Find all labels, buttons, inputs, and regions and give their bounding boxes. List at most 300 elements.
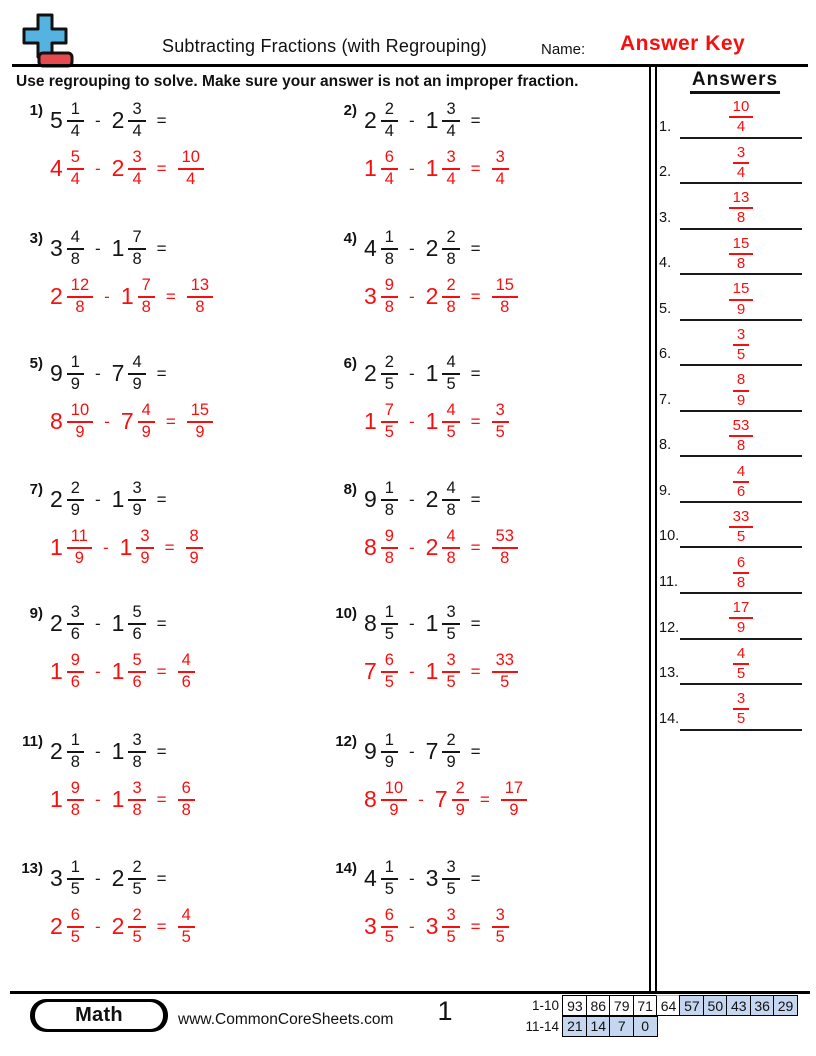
fraction-denominator: 5 xyxy=(492,671,518,692)
fraction-numerator: 3 xyxy=(495,905,505,924)
solution-equation xyxy=(364,525,518,570)
answer-row xyxy=(654,279,812,325)
mixed-number xyxy=(112,101,146,141)
mixed-number xyxy=(120,528,154,568)
mixed-number xyxy=(426,354,460,394)
answer-fraction xyxy=(729,99,754,135)
fraction-denominator: 8 xyxy=(733,572,749,591)
fraction-numerator: 4 xyxy=(446,526,456,545)
problem-block xyxy=(20,856,195,949)
mixed-number xyxy=(426,732,460,772)
whole-number: 8 xyxy=(364,534,377,560)
whole-number: 1 xyxy=(111,486,125,512)
answer-row xyxy=(654,416,812,462)
whole-number: 2 xyxy=(425,486,439,512)
whole-number: 1 xyxy=(119,534,133,560)
answer-number: 5. xyxy=(659,300,672,317)
answer-value xyxy=(680,509,802,545)
answer-fraction xyxy=(733,464,749,500)
minus-sign: - xyxy=(94,110,101,130)
minus-sign: - xyxy=(94,916,101,936)
fraction-numerator: 15 xyxy=(732,234,750,252)
header-divider xyxy=(12,64,808,67)
fraction-numerator: 6 xyxy=(384,650,394,669)
whole-number: 2 xyxy=(425,235,439,261)
answer-blank-line xyxy=(680,592,802,594)
fraction-numerator: 15 xyxy=(732,280,750,298)
whole-number: 1 xyxy=(425,408,439,434)
answer-number: 12. xyxy=(659,619,680,636)
fraction xyxy=(128,149,145,189)
fraction xyxy=(67,149,84,189)
answer-fraction xyxy=(733,145,749,181)
minus-sign: - xyxy=(408,661,415,681)
score-cell: 43 xyxy=(726,995,751,1016)
problem-equation xyxy=(50,856,195,901)
fraction xyxy=(138,402,155,442)
fraction-numerator: 3 xyxy=(132,478,142,497)
problem-lines xyxy=(50,226,213,319)
score-cell: 50 xyxy=(703,995,728,1016)
answer-value xyxy=(680,646,802,682)
answer-number: 9. xyxy=(659,482,672,499)
minus-sign: - xyxy=(408,110,415,130)
fraction-denominator: 8 xyxy=(381,296,398,317)
problem-equation xyxy=(50,98,204,143)
whole-number: 2 xyxy=(50,283,63,309)
answer-number: 7. xyxy=(659,391,672,408)
mixed-number xyxy=(435,780,469,820)
mixed-number xyxy=(112,732,146,772)
whole-number: 1 xyxy=(364,408,377,434)
problem-lines xyxy=(364,729,527,822)
equals-sign: = xyxy=(470,238,481,258)
mixed-number xyxy=(50,277,93,317)
answer-blank-line xyxy=(680,319,802,321)
answer-value xyxy=(680,327,802,363)
whole-number: 9 xyxy=(50,360,63,386)
fraction xyxy=(442,480,459,520)
whole-number: 7 xyxy=(425,738,439,764)
fraction-denominator: 8 xyxy=(442,296,459,317)
fraction xyxy=(128,859,145,899)
fraction-denominator: 5 xyxy=(381,671,398,692)
fraction xyxy=(67,780,84,820)
whole-number: 1 xyxy=(364,155,377,181)
fraction xyxy=(67,907,84,947)
math-badge xyxy=(30,999,168,1032)
fraction-numerator: 3 xyxy=(446,147,456,166)
problem-equation xyxy=(364,601,518,646)
problem-block xyxy=(20,601,195,694)
fraction-numerator: 3 xyxy=(132,147,142,166)
fraction xyxy=(381,402,398,442)
minus-sign: - xyxy=(94,661,101,681)
mixed-number xyxy=(50,480,84,520)
problem-number: 10) xyxy=(335,605,357,622)
whole-number: 2 xyxy=(111,107,125,133)
equals-sign: = xyxy=(165,286,176,306)
solution-equation xyxy=(364,399,509,444)
fraction-numerator: 3 xyxy=(736,690,746,708)
fraction-numerator: 4 xyxy=(181,650,191,669)
whole-number: 2 xyxy=(50,610,63,636)
fraction-denominator: 4 xyxy=(381,120,398,141)
fraction xyxy=(67,101,84,141)
fraction-numerator: 53 xyxy=(495,526,514,545)
answer-fraction xyxy=(733,372,749,408)
equals-sign: = xyxy=(470,363,481,383)
fraction-numerator: 7 xyxy=(384,400,394,419)
fraction xyxy=(442,907,459,947)
mixed-number xyxy=(426,229,460,269)
mixed-number xyxy=(112,604,146,644)
solution-equation xyxy=(50,777,195,822)
score-cell: 0 xyxy=(633,1016,658,1037)
score-row-1 xyxy=(524,995,798,1016)
mixed-number xyxy=(426,101,460,141)
fraction xyxy=(442,402,459,442)
answer-fraction xyxy=(729,600,754,636)
fraction-denominator: 4 xyxy=(729,116,754,135)
fraction-denominator: 4 xyxy=(492,168,509,189)
problem-block xyxy=(334,351,509,444)
fraction-numerator: 2 xyxy=(384,99,394,118)
answer-value xyxy=(680,145,802,181)
equals-sign: = xyxy=(470,537,481,557)
fraction-denominator: 9 xyxy=(67,373,84,394)
result-fraction xyxy=(492,528,518,568)
whole-number: 8 xyxy=(50,408,63,434)
equals-sign: = xyxy=(156,489,167,509)
whole-number: 1 xyxy=(425,360,439,386)
fraction-numerator: 53 xyxy=(732,417,750,434)
answer-number: 11. xyxy=(659,574,679,591)
problem-lines xyxy=(50,729,195,822)
problem-equation xyxy=(50,601,195,646)
fraction-denominator: 5 xyxy=(733,708,749,727)
fraction-denominator: 5 xyxy=(729,526,754,545)
problem-block xyxy=(334,729,527,822)
fraction-numerator: 3 xyxy=(495,400,505,419)
fraction-denominator: 8 xyxy=(67,296,93,317)
fraction-denominator: 5 xyxy=(381,373,398,394)
fraction-denominator: 8 xyxy=(138,296,155,317)
problem-equation xyxy=(364,477,518,522)
minus-sign: - xyxy=(94,741,101,761)
equals-sign: = xyxy=(470,158,481,178)
whole-number: 7 xyxy=(111,360,125,386)
fraction-numerator: 2 xyxy=(384,352,394,371)
equals-sign: = xyxy=(156,110,167,130)
fraction-denominator: 4 xyxy=(178,168,204,189)
fraction-numerator: 1 xyxy=(384,602,394,621)
fraction xyxy=(381,354,398,394)
fraction-denominator: 6 xyxy=(128,671,145,692)
fraction-numerator: 1 xyxy=(70,857,80,876)
fraction xyxy=(138,277,155,317)
answer-value xyxy=(680,418,802,454)
problem-equation xyxy=(50,351,213,396)
fraction xyxy=(381,480,398,520)
fraction-denominator: 5 xyxy=(442,878,459,899)
fraction xyxy=(452,780,469,820)
fraction-numerator: 1 xyxy=(384,478,394,497)
result-fraction xyxy=(187,402,213,442)
equals-sign: = xyxy=(479,789,490,809)
fraction-denominator: 8 xyxy=(67,248,84,269)
fraction-denominator: 9 xyxy=(67,421,93,442)
page-number: 1 xyxy=(437,996,453,1026)
fraction-numerator: 3 xyxy=(736,325,746,343)
fraction xyxy=(128,604,145,644)
fraction-denominator: 5 xyxy=(128,878,145,899)
fraction-denominator: 9 xyxy=(729,299,754,318)
result-fraction xyxy=(492,652,518,692)
fraction-numerator: 2 xyxy=(132,857,142,876)
problem-equation xyxy=(364,351,509,396)
fraction-denominator: 6 xyxy=(67,671,84,692)
problem-equation xyxy=(364,98,509,143)
fraction-numerator: 4 xyxy=(446,400,456,419)
mixed-number xyxy=(50,528,92,568)
fraction-denominator: 4 xyxy=(442,120,459,141)
score-cell: 79 xyxy=(609,995,634,1016)
whole-number: 1 xyxy=(111,738,125,764)
fraction-denominator: 5 xyxy=(128,926,145,947)
mixed-number xyxy=(50,402,93,442)
answer-number: 8. xyxy=(659,437,672,454)
answer-fraction xyxy=(729,418,754,454)
score-cell: 57 xyxy=(679,995,704,1016)
answer-fraction xyxy=(729,509,754,545)
fraction-numerator: 9 xyxy=(384,275,394,294)
fraction-denominator: 9 xyxy=(729,617,754,636)
whole-number: 1 xyxy=(120,283,134,309)
mixed-number xyxy=(50,652,84,692)
fraction-denominator: 4 xyxy=(442,168,459,189)
minus-sign: - xyxy=(104,411,110,431)
result-fraction xyxy=(178,149,204,189)
result-fraction xyxy=(501,780,527,820)
minus-sign: - xyxy=(418,789,424,809)
fraction-denominator: 5 xyxy=(442,421,459,442)
fraction-denominator: 5 xyxy=(492,926,509,947)
answer-number: 10. xyxy=(659,528,680,545)
answer-number: 14. xyxy=(659,710,680,727)
fraction-numerator: 4 xyxy=(70,227,80,246)
fraction xyxy=(67,402,93,442)
fraction-denominator: 8 xyxy=(442,547,459,568)
fraction xyxy=(136,528,153,568)
fraction-numerator: 17 xyxy=(732,599,750,617)
equals-sign: = xyxy=(470,286,481,306)
answer-number: 2. xyxy=(659,164,672,181)
minus-sign: - xyxy=(102,537,109,557)
solution-equation xyxy=(50,904,195,949)
page-title: Subtracting Fractions (with Regrouping) xyxy=(162,36,487,56)
problem-block xyxy=(334,98,509,191)
whole-number: 2 xyxy=(50,738,63,764)
fraction-denominator: 8 xyxy=(381,499,398,520)
problem-block xyxy=(334,477,518,570)
whole-number: 5 xyxy=(50,107,63,133)
whole-number: 9 xyxy=(364,486,377,512)
problem-block xyxy=(334,856,509,949)
fraction-denominator: 8 xyxy=(128,799,145,820)
fraction xyxy=(67,229,84,269)
fraction xyxy=(381,604,398,644)
mixed-number xyxy=(364,907,398,947)
fraction xyxy=(381,101,398,141)
fraction-denominator: 5 xyxy=(381,421,398,442)
fraction-denominator: 9 xyxy=(442,751,459,772)
whole-number: 8 xyxy=(364,610,377,636)
fraction xyxy=(128,780,145,820)
answer-row xyxy=(654,234,812,280)
whole-number: 3 xyxy=(425,865,439,891)
fraction-numerator: 2 xyxy=(446,227,456,246)
fraction xyxy=(442,101,459,141)
whole-number: 8 xyxy=(364,786,377,812)
problem-lines xyxy=(364,856,509,949)
mixed-number xyxy=(50,354,84,394)
mixed-number xyxy=(364,480,398,520)
result-fraction xyxy=(178,652,195,692)
fraction-numerator: 3 xyxy=(446,99,456,118)
equals-sign: = xyxy=(156,868,167,888)
score-cell: 71 xyxy=(633,995,658,1016)
fraction-numerator: 4 xyxy=(141,400,151,419)
mixed-number xyxy=(426,604,460,644)
problem-equation xyxy=(364,226,518,271)
fraction-numerator: 3 xyxy=(140,526,150,545)
score-cell: 29 xyxy=(773,995,798,1016)
fraction xyxy=(442,354,459,394)
answer-number: 1. xyxy=(659,118,672,135)
problem-block xyxy=(334,601,518,694)
answer-blank-line xyxy=(680,546,802,548)
fraction-numerator: 8 xyxy=(736,371,746,389)
problem-lines xyxy=(364,226,518,319)
mixed-number xyxy=(426,402,460,442)
solution-equation xyxy=(50,146,204,191)
fraction-numerator: 2 xyxy=(132,905,142,924)
fraction-denominator: 5 xyxy=(442,623,459,644)
fraction xyxy=(442,149,459,189)
mixed-number xyxy=(50,101,84,141)
answer-key-label: Answer Key xyxy=(620,32,746,55)
problem-block xyxy=(20,351,213,444)
result-fraction xyxy=(187,277,213,317)
solution-equation xyxy=(364,146,509,191)
minus-sign: - xyxy=(94,613,101,633)
fraction xyxy=(381,277,398,317)
whole-number: 2 xyxy=(50,486,63,512)
problem-number: 7) xyxy=(29,481,43,498)
answer-row xyxy=(654,552,812,598)
fraction-numerator: 4 xyxy=(446,352,456,371)
result-fraction xyxy=(492,907,509,947)
score-row-2-label: 11-14 xyxy=(525,1018,559,1034)
problem-lines xyxy=(364,477,518,570)
solution-equation xyxy=(364,649,518,694)
answer-blank-line xyxy=(680,410,802,412)
fraction-numerator: 1 xyxy=(70,99,80,118)
fraction-numerator: 10 xyxy=(732,98,750,116)
whole-number: 1 xyxy=(111,786,125,812)
answer-blank-line xyxy=(680,729,802,731)
problem-block xyxy=(20,98,204,191)
equals-sign: = xyxy=(470,110,481,130)
whole-number: 2 xyxy=(425,534,439,560)
mixed-number xyxy=(364,149,398,189)
whole-number: 1 xyxy=(425,610,439,636)
solution-equation xyxy=(364,777,527,822)
fraction-denominator: 8 xyxy=(67,799,84,820)
fraction-numerator: 3 xyxy=(70,602,80,621)
whole-number: 3 xyxy=(50,235,63,261)
equals-sign: = xyxy=(470,613,481,633)
minus-sign: - xyxy=(408,286,415,306)
fraction-denominator: 9 xyxy=(187,421,213,442)
mixed-number xyxy=(364,652,398,692)
fraction-denominator: 4 xyxy=(128,120,145,141)
answer-fraction xyxy=(729,190,754,226)
equals-sign: = xyxy=(156,613,167,633)
mixed-number xyxy=(121,277,155,317)
fraction-numerator: 2 xyxy=(446,275,456,294)
problem-lines xyxy=(50,98,204,191)
fraction xyxy=(381,907,398,947)
equals-sign: = xyxy=(165,411,176,431)
fraction-denominator: 5 xyxy=(442,926,459,947)
whole-number: 1 xyxy=(50,786,63,812)
fraction-denominator: 6 xyxy=(178,671,195,692)
fraction xyxy=(128,101,145,141)
fraction-numerator: 9 xyxy=(70,650,80,669)
fraction-numerator: 3 xyxy=(736,143,746,161)
answer-value xyxy=(680,691,802,727)
mixed-number xyxy=(364,354,398,394)
answer-blank-line xyxy=(680,501,802,503)
answer-value xyxy=(680,190,802,226)
fraction xyxy=(381,528,398,568)
fraction-numerator: 5 xyxy=(132,602,142,621)
fraction xyxy=(381,732,398,772)
result-fraction xyxy=(492,277,518,317)
fraction-numerator: 13 xyxy=(190,275,210,294)
answer-value xyxy=(680,555,802,591)
fraction-numerator: 33 xyxy=(732,508,750,526)
answer-blank-line xyxy=(680,638,802,640)
fraction xyxy=(128,354,145,394)
answer-row xyxy=(654,97,812,143)
fraction-numerator: 6 xyxy=(384,905,394,924)
equals-sign: = xyxy=(470,868,481,888)
fraction-denominator: 9 xyxy=(452,799,469,820)
fraction xyxy=(128,652,145,692)
fraction-denominator: 8 xyxy=(729,253,754,272)
mixed-number xyxy=(364,780,407,820)
fraction-denominator: 4 xyxy=(67,168,84,189)
answer-row xyxy=(654,370,812,416)
equals-sign: = xyxy=(156,238,167,258)
result-fraction xyxy=(178,907,195,947)
answer-blank-line xyxy=(680,182,802,184)
whole-number: 3 xyxy=(364,913,377,939)
whole-number: 7 xyxy=(120,408,134,434)
